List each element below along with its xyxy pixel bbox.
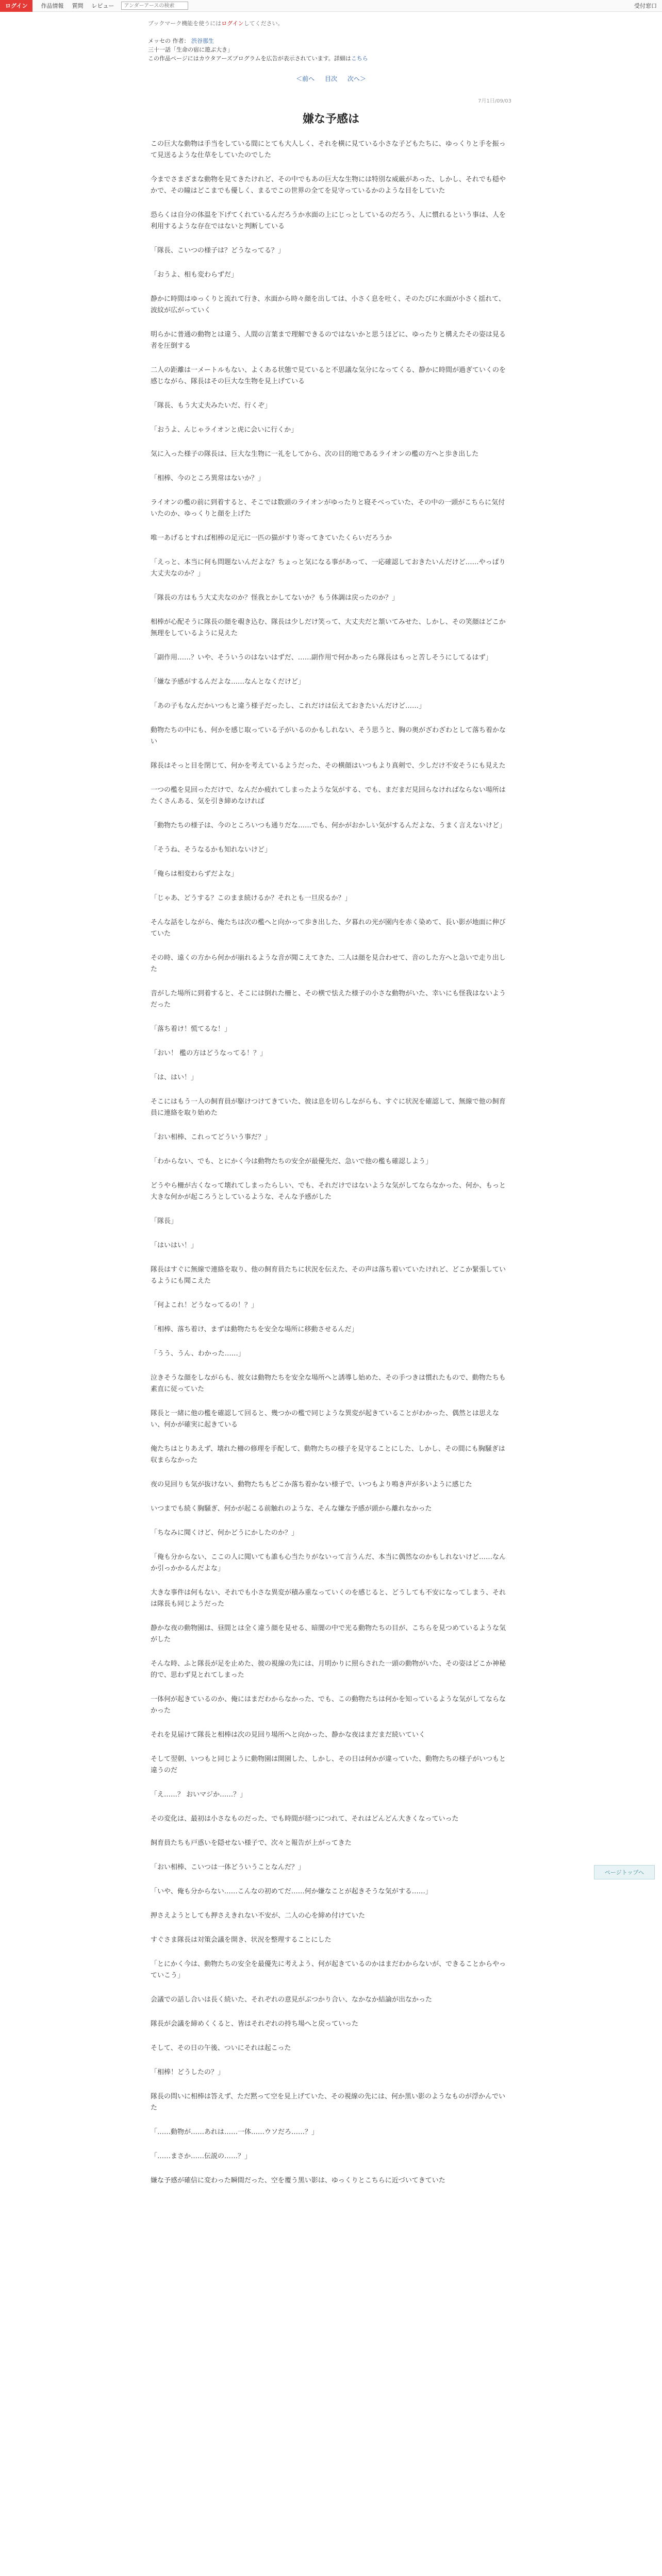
story-paragraph: 「隊長の方はもう大丈夫なのか？怪我とかしてないか？もう体調は戻ったのか？」 — [151, 594, 399, 602]
story-paragraph: 静かな夜の動物園は、昼間とは全く違う顔を見せる、暗闇の中で光る動物たちの目が、こちらを見つめているような気がした — [151, 1624, 506, 1643]
ad-notice — [148, 54, 511, 63]
story-paragraph: 「え……？ おいマジか……？」 — [151, 1791, 247, 1799]
series-line — [148, 37, 511, 45]
story-paragraph: 「は、はい！」 — [151, 1074, 198, 1081]
ad-notice-text: この作品ページにはカウタアーズプログラムを広告が表示されています。詳細は — [148, 55, 351, 62]
story-paragraph: そんな時、ふと隊長が足を止めた、彼の視線の先には、月明かりに照らされた一頭の動物がいた、その姿はどこか神秘的で、思わず見とれてしまった — [151, 1660, 506, 1679]
story-paragraph: 一つの檻を見回っただけで、なんだか疲れてしまったような気がする、でも、まだまだ見回らなければならない場所はたくさんある、気を引き締めなければ — [151, 786, 506, 805]
story-paragraph: 「おい相棒、こいつは一体どういうことなんだ？」 — [151, 1863, 305, 1871]
story-paragraph: 隊長が会議を締めくくると、皆はそれぞれの持ち場へと戻っていった — [151, 2020, 359, 2028]
story-paragraph: 音がした場所に到着すると、そこには倒れた柵と、その横で怯えた様子の小さな動物がいた、幸いにも怪我はないようだった — [151, 990, 506, 1009]
chapter-title: 三十一話「生命の宿に遊ぶ大き」 — [148, 46, 233, 53]
story-paragraph: ライオンの檻の前に到着すると、そこでは数頭のライオンがゆったりと寝そべっていた、その中の一頭がこちらに気付いたのか、ゆっくりと顔を上げた — [151, 499, 505, 518]
chapter-pager — [151, 74, 511, 83]
story-paragraph: その時、遠くの方から何かが崩れるような音が聞こえてきた、二人は顔を見合わせて、音のした方へと急いで走り出した — [151, 954, 506, 973]
story-paragraph: 「俺も分からない、ここの人に聞いても誰も心当たりがないって言うんだ、本当に偶然なのかもしれないけど……なんか引っかかるんだよな」 — [151, 1553, 506, 1572]
story-paragraph: 「わからない、でも、とにかく今は動物たちの安全が最優先だ、急いで他の檻も確認しよう」 — [151, 1158, 433, 1165]
nav-link-reviews[interactable]: レビュー — [91, 3, 114, 9]
index-link[interactable]: 目次 — [324, 75, 337, 82]
ad-notice-link[interactable]: こちら — [351, 55, 368, 62]
story-paragraph: 「隊長、こいつの様子は？どうなってる？」 — [151, 247, 285, 255]
story-paragraph: 会議での話し合いは長く続いた、それぞれの意見がぶつかり合い、なかなか結論が出なかった — [151, 1996, 433, 2004]
story-body — [151, 139, 511, 2187]
story-paragraph: 「相棒！どうしたの？」 — [151, 2069, 225, 2076]
story-paragraph: 「相棒、今のところ異常はないか？」 — [151, 474, 265, 482]
story-paragraph: そして翌朝、いつもと同じように動物園は開園した、しかし、その日は何かが違っていた、動物たちの様子がいつもと違うのだ — [151, 1755, 506, 1774]
story-paragraph: 「いや、俺も分からない……こんなの初めてだ……何か嫌なことが起きそうな気がする……」 — [151, 1888, 432, 1895]
story-paragraph: 押さえようとしても押さえきれない不安が、二人の心を締め付けていた — [151, 1912, 366, 1920]
author-link[interactable]: 渋谷那生 — [191, 38, 214, 44]
story-paragraph: 隊長はそっと目を閉じて、何かを考えているようだった、その横顔はいつもより真剣で、少しだけ不安そうにも見えた — [151, 762, 506, 770]
story-paragraph: 相棒が心配そうに隊長の顔を覗き込む、隊長は少しだけ笑って、大丈夫だと頷いてみせた、しかし、その笑顔はどこか無理をしているように見えた — [151, 618, 506, 637]
story-paragraph: 「とにかく今は、動物たちの安全を最優先に考えよう、何が起きているのかはまだわからないが、できることからやっていこう」 — [151, 1960, 506, 1979]
search-input[interactable] — [121, 2, 188, 10]
series-label: メッセの 作者： — [148, 38, 190, 44]
story-paragraph: それを見届けて隊長と相棒は次の見回り場所へと向かった、静かな夜はまだまだ続いていく — [151, 1731, 426, 1739]
story-paragraph: 二人の距離は一メートルもない、よくある状態で見ていると不思議な気分になってくる、静かに時間が過ぎていくのを感じながら、隊長はその巨大な生物を見上げている — [151, 366, 506, 385]
story-paragraph: いつまでも続く胸騒ぎ、何かが起こる前触れのような、そんな嫌な予感が頭から離れなかった — [151, 1505, 432, 1513]
alert-prefix: ブックマーク機能を使うには — [148, 20, 222, 27]
story-paragraph: 隊長と一緒に他の檻を確認して回ると、幾つかの檻で同じような異変が起きていることがわかった、偶然とは思えない、何かが確実に起きている — [151, 1410, 500, 1429]
story-paragraph: 「隊長、もう大丈夫みたいだ、行くぞ」 — [151, 402, 272, 410]
story-paragraph: 「……まさか……伝説の……？」 — [151, 2153, 252, 2160]
prev-link[interactable]: ＜前へ — [296, 75, 315, 82]
story-paragraph: 一体何が起きているのか、俺にはまだわからなかった、でも、この動物たちは何かを知っているような気がしてならなかった — [151, 1696, 506, 1715]
story-paragraph: 唯一あげるとすれば相棒の足元に一匹の猫がすり寄ってきていたくらいだろうか — [151, 534, 392, 542]
story-paragraph: 泣きそうな顔をしながらも、彼女は動物たちを安全な場所へと誘導し始めた、その手つきは慣れたもので、動物たちも素直に従っていた — [151, 1374, 506, 1393]
bookmark-link[interactable]: 受付窓口 — [634, 3, 657, 9]
content-wrapper — [148, 19, 511, 2187]
story-paragraph: そこにはもう一人の飼育員が駆けつけてきていた、彼は息を切らしながらも、すぐに状況を確認して、無線で他の飼育員に連絡を取り始めた — [151, 1098, 506, 1117]
story-paragraph: 「ちなみに聞くけど、何かどうにかしたのか？」 — [151, 1529, 299, 1537]
work-meta — [148, 37, 511, 63]
story-paragraph: 「嫌な予感がするんだよな……なんとなくだけど」 — [151, 678, 305, 686]
story-paragraph: 「おうよ、相も変わらずだ」 — [151, 271, 238, 279]
story-paragraph: 「俺らは相変わらずだよな」 — [151, 870, 238, 878]
story-paragraph: 「えっと、本当に何も問題ないんだよな？ちょっと気になる事があって、一応確認しておきたいんだけど……やっぱり大丈夫なのか？」 — [151, 558, 506, 578]
story-paragraph: 「何よこれ！どうなってるの！？」 — [151, 1301, 258, 1309]
story-paragraph: 「副作用……？いや、そういうのはないはずだ、……副作用で何かあったら隊長はもっと苦しそうにしてるはず」 — [151, 654, 492, 662]
story-paragraph: 「そうね、そうなるかも知れないけど」 — [151, 846, 272, 854]
story-paragraph: 「じゃあ、どうする？このまま続けるか？それとも一旦戻るか？」 — [151, 894, 352, 902]
story-paragraph: 明らかに普通の動物とは違う、人間の言葉まで理解できるのではないかと思うほどに、ゆったりと構えたその姿は見る者を圧倒する — [151, 331, 506, 350]
publish-date: 7月1日/09/03 — [478, 98, 511, 104]
story-paragraph: 「おい相棒、これってどういう事だ？」 — [151, 1133, 272, 1141]
story-paragraph: 隊長はすぐに無線で連絡を取り、他の飼育員たちに状況を伝えた、その声は落ち着いていたけれど、どこか緊張しているようにも聞こえた — [151, 1266, 506, 1285]
page-top-tab[interactable]: ページトップへ — [594, 1865, 655, 1879]
story-paragraph: 「はいはい！」 — [151, 1242, 198, 1249]
story-paragraph: 動物たちの中にも、何かを感じ取っている子がいるのかもしれない、そう思うと、胸の奥がざわざわとして落ち着かない — [151, 726, 506, 745]
chapter-heading: 嫌な予感は — [302, 113, 359, 126]
nav-link-questions[interactable]: 質問 — [72, 3, 84, 9]
story-paragraph: 「落ち着け！慌てるな！」 — [151, 1025, 231, 1033]
story-paragraph: 「相棒、落ち着け、まずは動物たちを安全な場所に移動させるんだ」 — [151, 1326, 358, 1333]
story-paragraph: 俺たちはとりあえず、壊れた柵の修理を手配して、動物たちの様子を見守ることにした、しかし、その間にも胸騒ぎは収まらなかった — [151, 1445, 505, 1464]
story-paragraph: その変化は、最初は小さなものだった、でも時間が経つにつれて、それはどんどん大きくなっていった — [151, 1815, 459, 1823]
story-paragraph: 飼育員たちも戸惑いを隠せない様子で、次々と報告が上がってきた — [151, 1839, 352, 1847]
story-paragraph: 隊長の問いに相棒は答えず、ただ黙って空を見上げていた、その視線の先には、何か黒い影のようなものが浮かんでいた — [151, 2093, 505, 2112]
story-paragraph: すぐさま隊長は対策会議を開き、状況を整理することにした — [151, 1936, 332, 1944]
story-paragraph: この巨大な動物は手当をしている間にとても大人しく、それを横に見ている小さな子どもたちに、ゆっくりと手を振って見送るような仕草をしていたのでした — [151, 140, 506, 159]
alert-suffix: してください。 — [243, 20, 284, 27]
story-paragraph: 気に入った様子の隊長は、巨大な生物に一礼をしてから、次の目的地であるライオンの檻の方へと歩き出した — [151, 450, 479, 458]
story-paragraph: 静かに時間はゆっくりと流れて行き、水面から時々顔を出しては、小さく息を吐く、そのたびに水面が小さく揺れて、波紋が広がっていく — [151, 295, 505, 314]
nav-link-work-info[interactable]: 作品情報 — [41, 3, 64, 9]
story-paragraph: 「うう、うん、わかった……」 — [151, 1350, 245, 1358]
login-alert — [148, 19, 511, 27]
story-paragraph: どうやら柵が古くなって壊れてしまったらしい、でも、それだけではないような気がしてならなかった、何か、もっと大きな何かが起ころうとしているような、そんな予感がした — [151, 1182, 506, 1201]
story-paragraph: 恐らくは自分の体温を下げてくれているんだろうか水面の上にじっとしているのだろう、人に慣れるという事は、人を利用するような存在ではないと判断している — [151, 211, 506, 230]
story-paragraph: 夜の見回りも気が抜けない、動物たちもどこか落ち着かない様子で、いつもより鳴き声が多いように感じた — [151, 1481, 472, 1488]
story-paragraph: 「おうよ、んじゃライオンと虎に会いに行くか」 — [151, 426, 298, 434]
story-paragraph: そして、その日の午後、ついにそれは起こった — [151, 2044, 291, 2052]
story-paragraph: 嫌な予感が確信に変わった瞬間だった、空を覆う黒い影は、ゆっくりとこちらに近づいてきていた — [151, 2177, 445, 2184]
next-link[interactable]: 次へ＞ — [347, 75, 366, 82]
story-paragraph: そんな話をしながら、俺たちは次の檻へと向かって歩き出した、夕暮れの光が園内を赤く染めて、長い影が地面に伸びていた — [151, 919, 506, 938]
alert-login-link[interactable]: ログイン — [221, 20, 244, 27]
login-button[interactable]: ログイン — [0, 0, 32, 12]
story-paragraph: 「動物たちの様子は、今のところいつも通りだな……でも、何かがおかしい気がするんだよな、うまく言えないけど」 — [151, 822, 506, 829]
story-paragraph: 今までさまざまな動物を見てきたけれど、その中でもあの巨大な生物には特別な威厳があった、しかし、それでも穏やかで、その瞳はどこまでも優しく、まるでこの世界の全てを見守っているかのような目をしていた — [151, 176, 506, 195]
top-navigation-bar — [0, 0, 662, 12]
story-paragraph: 「おい！ 檻の方はどうなってる！？」 — [151, 1049, 267, 1057]
story-paragraph: 「隊長」 — [151, 1217, 178, 1225]
story-paragraph: 大きな事件は何もない、それでも小さな異変が積み重なっていくのを感じると、どうしても不安になってしまう、それは隊長も同じようだった — [151, 1589, 506, 1608]
story-paragraph: 「……動物が……あれは……一体……ウソだろ……？」 — [151, 2128, 319, 2136]
story-paragraph: 「あの子もなんだかいつもと違う様子だったし、これだけは伝えておきたいんだけど……」 — [151, 702, 426, 710]
